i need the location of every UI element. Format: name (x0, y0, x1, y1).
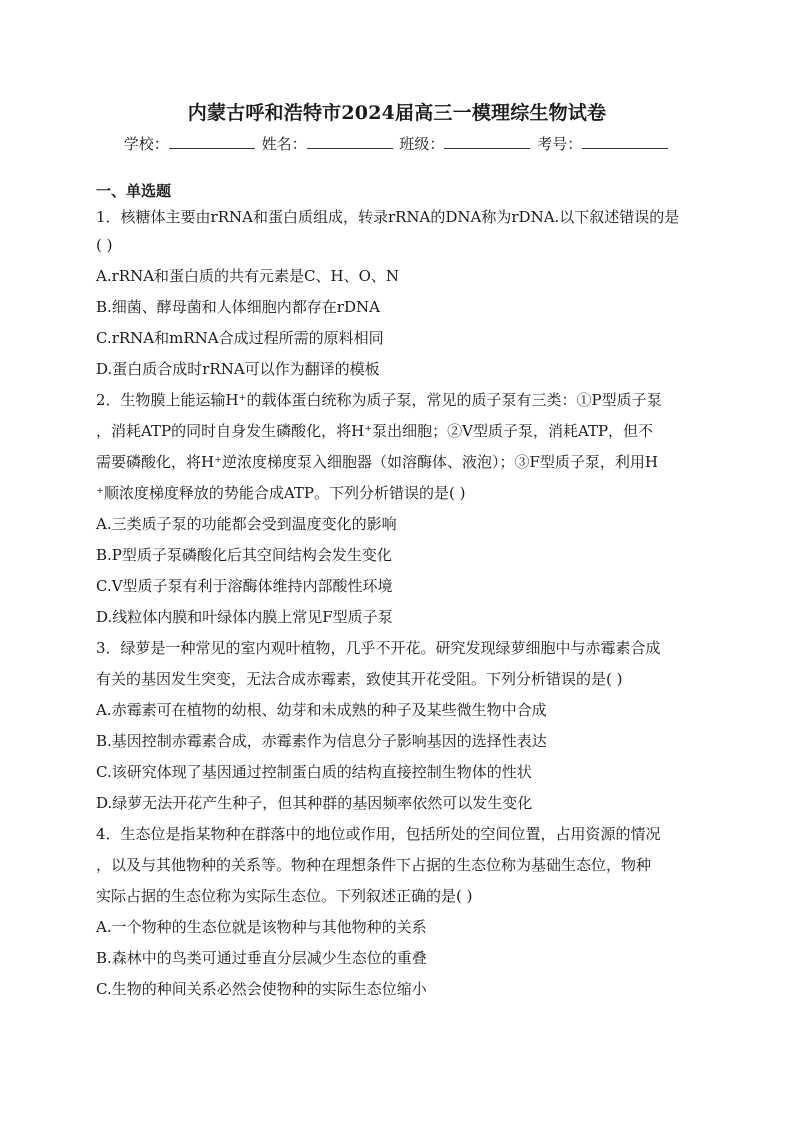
name-blank[interactable] (307, 135, 393, 149)
option-b: B.细菌、酵母菌和人体细胞内都存在rDNA (96, 298, 380, 316)
school-field (124, 133, 257, 154)
option-b: B.森林中的鸟类可通过垂直分层减少生态位的重叠 (96, 949, 427, 967)
class-field (399, 133, 532, 154)
student-info-line (96, 133, 698, 154)
option-d: D.绿萝无法开花产生种子，但其种群的基因频率依然可以发生变化 (96, 794, 533, 812)
question-text-line: 有关的基因发生突变，无法合成赤霉素，致使其开花受阻。下列分析错误的是( ) (96, 670, 623, 688)
section-heading: 一、单选题 (96, 182, 172, 200)
question-text-line: 1．核糖体主要由rRNA和蛋白质组成，转录rRNA的DNA称为rDNA.以下叙述错误的是 (96, 208, 680, 226)
question-text-line: ，以及与其他物种的关系等。物种在理想条件下占据的生态位称为基础生态位，物种 (96, 856, 652, 874)
name-field (262, 133, 395, 154)
option-c: C.该研究体现了基因通过控制蛋白质的结构直接控制生物体的性状 (96, 763, 532, 781)
question-4 (96, 819, 698, 1005)
question-text-line: ⁺顺浓度梯度释放的势能合成ATP。下列分析错误的是( ) (96, 484, 466, 502)
exam-no-blank[interactable] (582, 135, 668, 149)
exam-no-field (537, 133, 670, 154)
question-3 (96, 633, 698, 819)
option-a: A.三类质子泵的功能都会受到温度变化的影响 (96, 515, 397, 533)
option-d: D.线粒体内膜和叶绿体内膜上常见F型质子泵 (96, 608, 393, 626)
question-text-line: 4．生态位是指某物种在群落中的地位或作用，包括所处的空间位置，占用资源的情况 (96, 825, 661, 843)
option-b: B.P型质子泵磷酸化后其空间结构会发生变化 (96, 546, 392, 564)
class-label: 班级： (399, 135, 445, 153)
question-text-line: ( ) (96, 236, 113, 254)
question-text-line: ，消耗ATP的同时自身发生磷酸化，将H⁺泵出细胞；②V型质子泵，消耗ATP，但不 (96, 422, 654, 440)
option-a: A.一个物种的生态位就是该物种与其他物种的关系 (96, 918, 427, 936)
question-1 (96, 204, 698, 385)
option-d: D.蛋白质合成时rRNA可以作为翻译的模板 (96, 360, 380, 378)
question-text-line: 需要磷酸化，将H⁺逆浓度梯度泵入细胞器（如溶酶体、液泡）；③F型质子泵，利用H (96, 453, 658, 471)
question-2 (96, 385, 698, 633)
exam-no-label: 考号： (537, 135, 583, 153)
school-blank[interactable] (169, 135, 255, 149)
question-text-line: 3．绿萝是一种常见的室内观叶植物，几乎不开花。研究发现绿萝细胞中与赤霉素合成 (96, 639, 661, 657)
option-b: B.基因控制赤霉素合成，赤霉素作为信息分子影响基因的选择性表达 (96, 732, 547, 750)
class-blank[interactable] (444, 135, 530, 149)
option-a: A.rRNA和蛋白质的共有元素是C、H、O、N (96, 267, 400, 285)
question-text-line: 实际占据的生态位称为实际生态位。下列叙述正确的是( ) (96, 887, 473, 905)
option-c: C.V型质子泵有利于溶酶体维持内部酸性环境 (96, 577, 393, 595)
option-a: A.赤霉素可在植物的幼根、幼芽和未成熟的种子及某些微生物中合成 (96, 701, 547, 719)
question-text-line: 2．生物膜上能运输H⁺的载体蛋白统称为质子泵，常见的质子泵有三类：①P型质子泵 (96, 391, 662, 409)
option-c: C.rRNA和mRNA合成过程所需的原料相同 (96, 329, 384, 347)
name-label: 姓名： (261, 135, 307, 153)
page-title: 内蒙古呼和浩特市2024届高三一模理综生物试卷 (187, 102, 607, 124)
option-c: C.生物的种间关系必然会使物种的实际生态位缩小 (96, 980, 427, 998)
school-label: 学校： (123, 135, 169, 153)
